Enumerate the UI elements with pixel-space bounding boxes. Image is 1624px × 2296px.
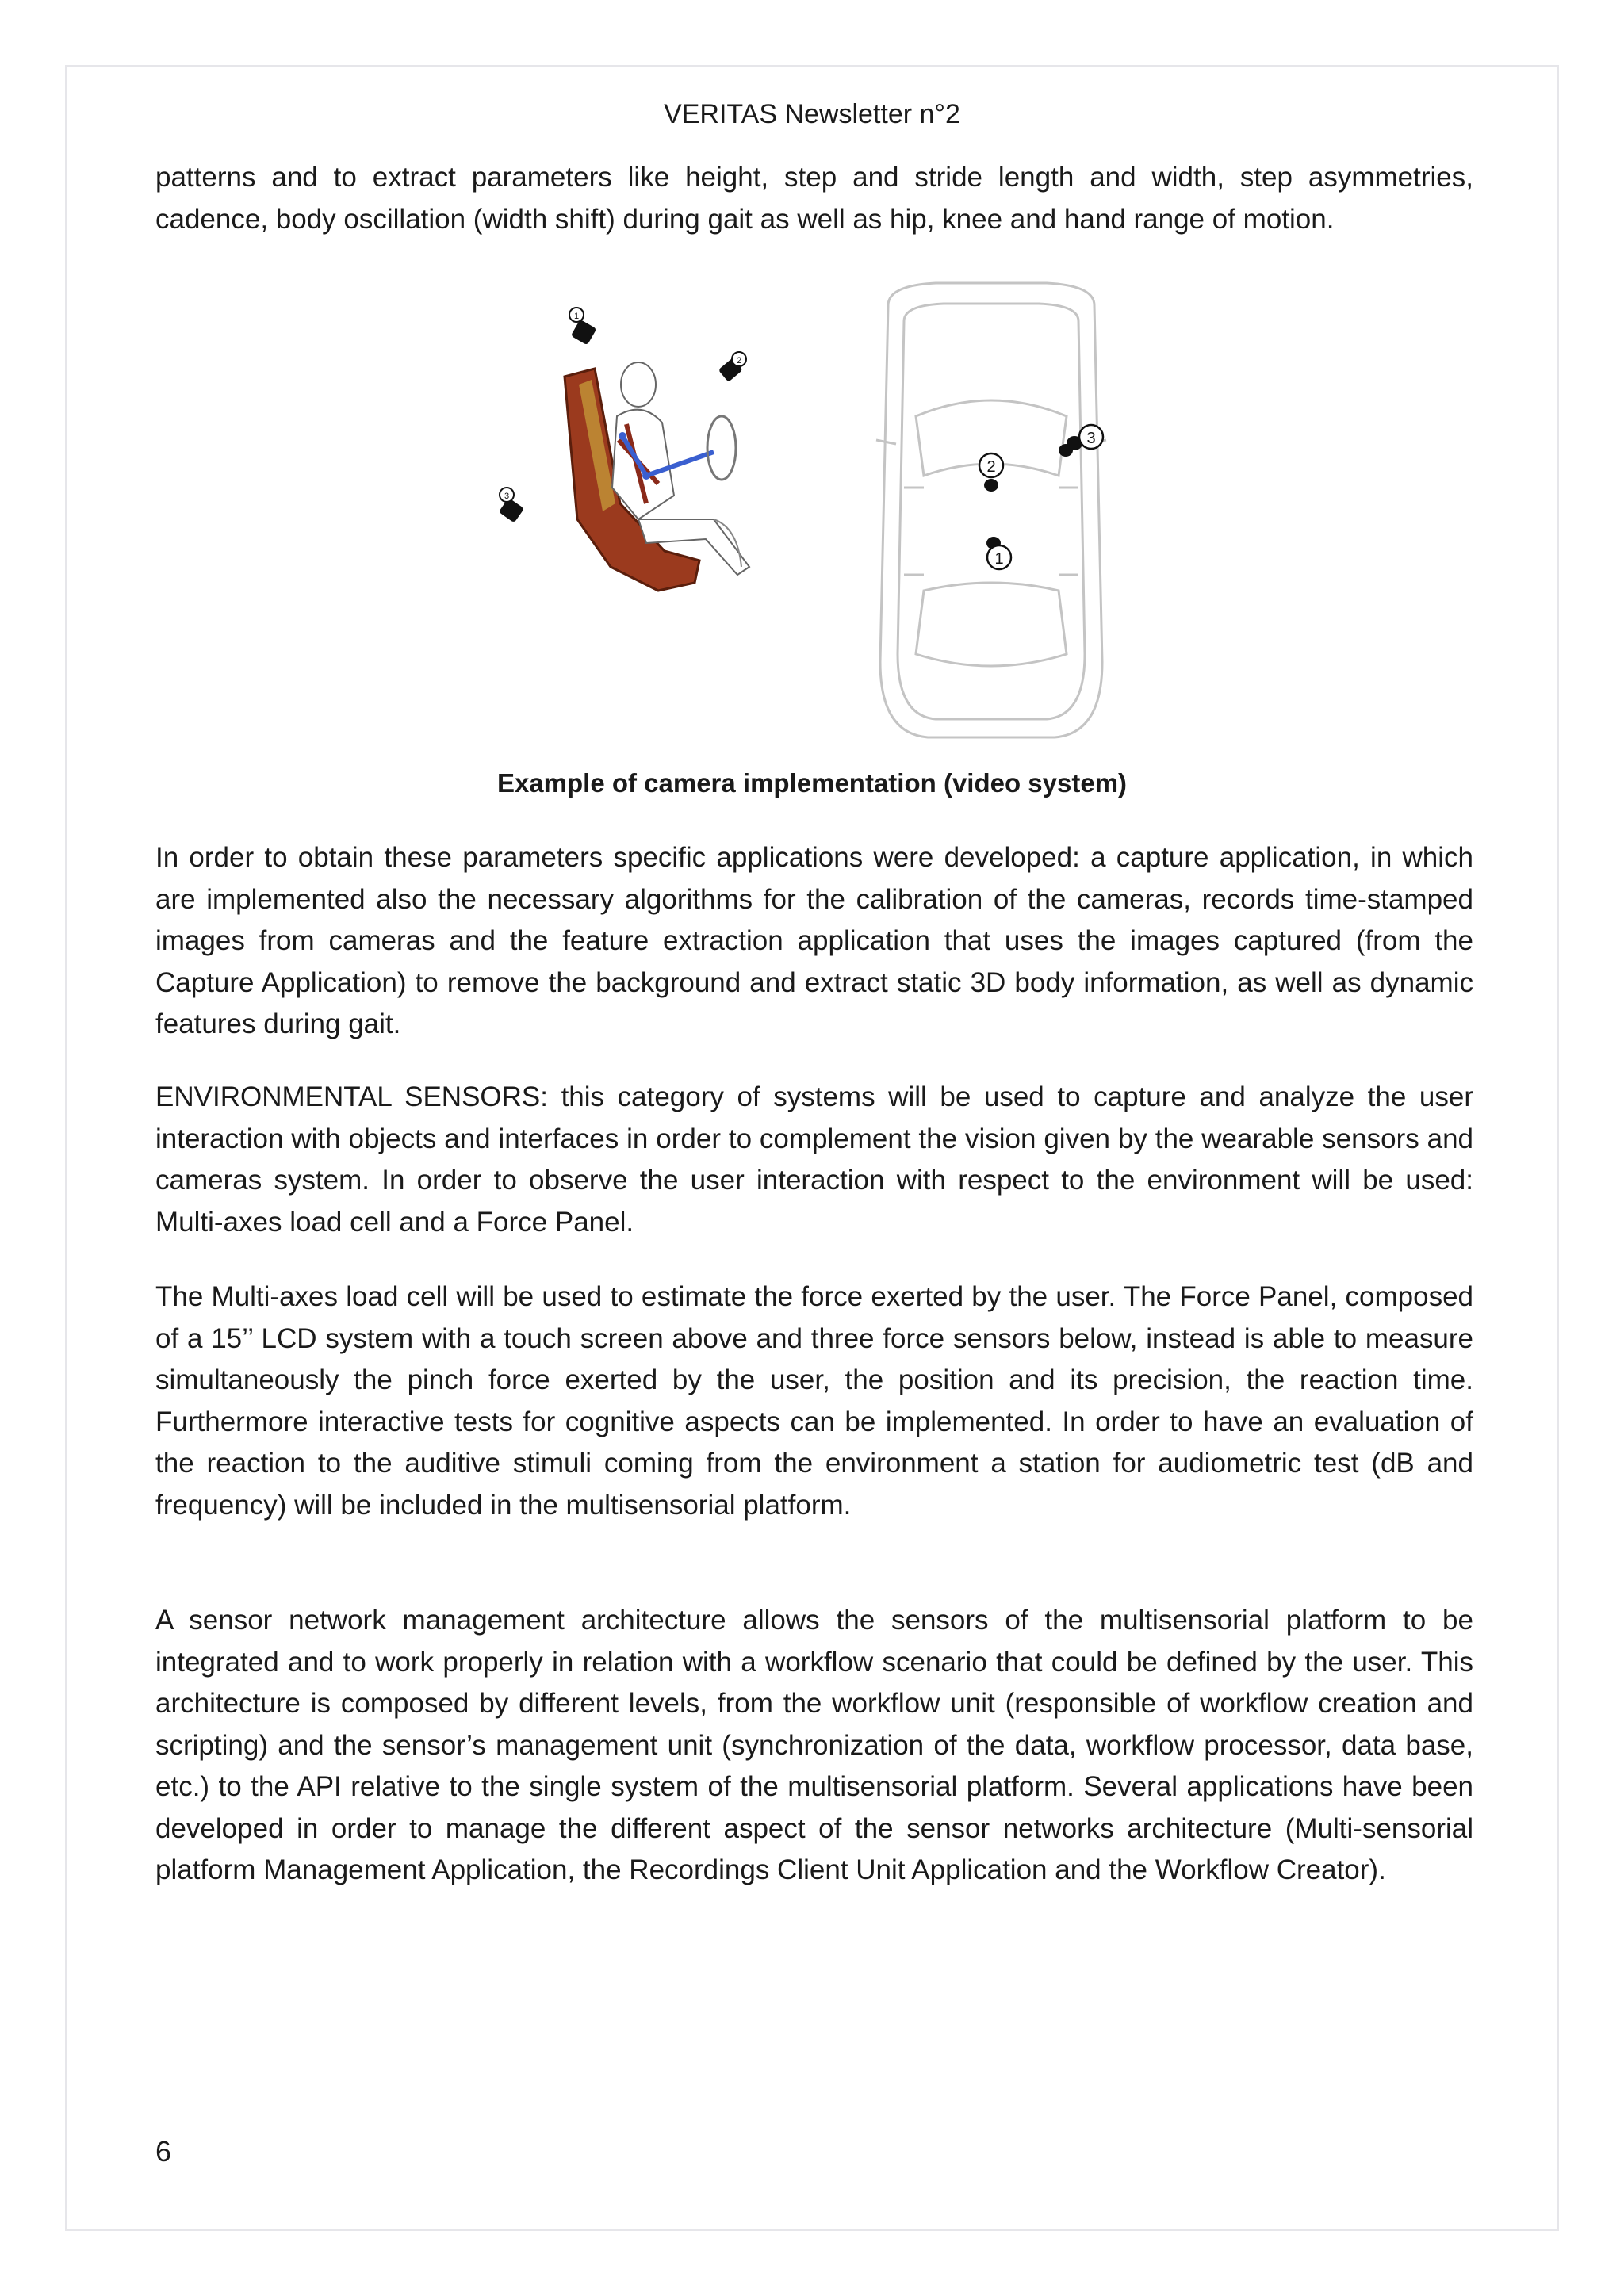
camera-label-2: 2 <box>986 458 996 476</box>
svg-text:3: 3 <box>504 492 510 501</box>
paragraph-environmental-sensors: ENVIRONMENTAL SENSORS: this category of systems will be used to capture and analyze the user interaction with objects and interfaces in order to complement the vision given by the wearable sensors and cameras system. In order to observe the user interaction with respect to the environment will be used: Multi-axes load cell and a Force Panel. <box>155 1081 1473 1238</box>
paragraph-intro: patterns and to extract parameters like height, step and stride length and width, step asymmetries, cadence, body oscillation (width shift) during gait as well as hip, knee and hand range of motion. <box>155 162 1473 235</box>
camera-icon <box>569 308 596 345</box>
figure-caption: Example of camera implementation (video system) <box>496 768 1128 798</box>
camera-icon <box>499 488 524 522</box>
figure-illustration <box>476 281 1166 741</box>
paragraph-capture-application: In order to obtain these parameters specific applications were developed: a capture application, in which are implemented also the necessary algorithms for the calibration of the cameras, records time-stamped images from cameras and the feature extraction application that uses the images captured (from the Capture Application) to remove the background and extract static 3D body information, as well as dynamic features during gait. <box>155 842 1473 1039</box>
car-top-view <box>876 283 1106 737</box>
paragraph-load-cell: The Multi-axes load cell will be used to estimate the force exerted by the user. The Force Panel, composed of a 15’’ LCD system with a touch screen above and three force sensors below, instead is able to measure simultaneously the pinch force exerted by the user, the position and its precision, the reaction time. Furthermore interactive tests for cognitive aspects can be implemented. In order to have an evaluation of the reaction to the auditive stimuli coming from the environment a station for audiometric test (dB and frequency) will be included in the multisensorial platform. <box>155 1281 1473 1521</box>
camera-implementation-figure <box>476 281 1166 741</box>
camera-marker-2 <box>979 453 1003 492</box>
camera-marker-1 <box>986 537 1011 569</box>
svg-text:1: 1 <box>573 312 580 321</box>
page-number: 6 <box>155 2135 172 2168</box>
camera-label-3: 3 <box>1086 430 1096 447</box>
newsletter-title: VERITAS Newsletter n°2 <box>664 99 960 129</box>
camera-label-1: 1 <box>994 550 1004 568</box>
svg-text:2: 2 <box>736 356 742 365</box>
camera-icon <box>718 352 746 382</box>
driver-seat-illustration <box>565 362 749 591</box>
paragraph-sensor-network: A sensor network management architecture allows the sensors of the multisensorial platform to be integrated and to work properly in relation with a workflow scenario that could be defined by the user. This architecture is composed by different levels, from the workflow unit (responsible of workflow creation and scripting) and the sensor’s management unit (synchronization of the data, workflow processor, data base, etc.) to the API relative to the single system of the multisensorial platform. Several applications have been developed in order to manage the different aspect of the sensor networks architecture (Multi-sensorial platform Management Application, the Recordings Client Unit Application and the Workflow Creator). <box>155 1605 1473 1885</box>
